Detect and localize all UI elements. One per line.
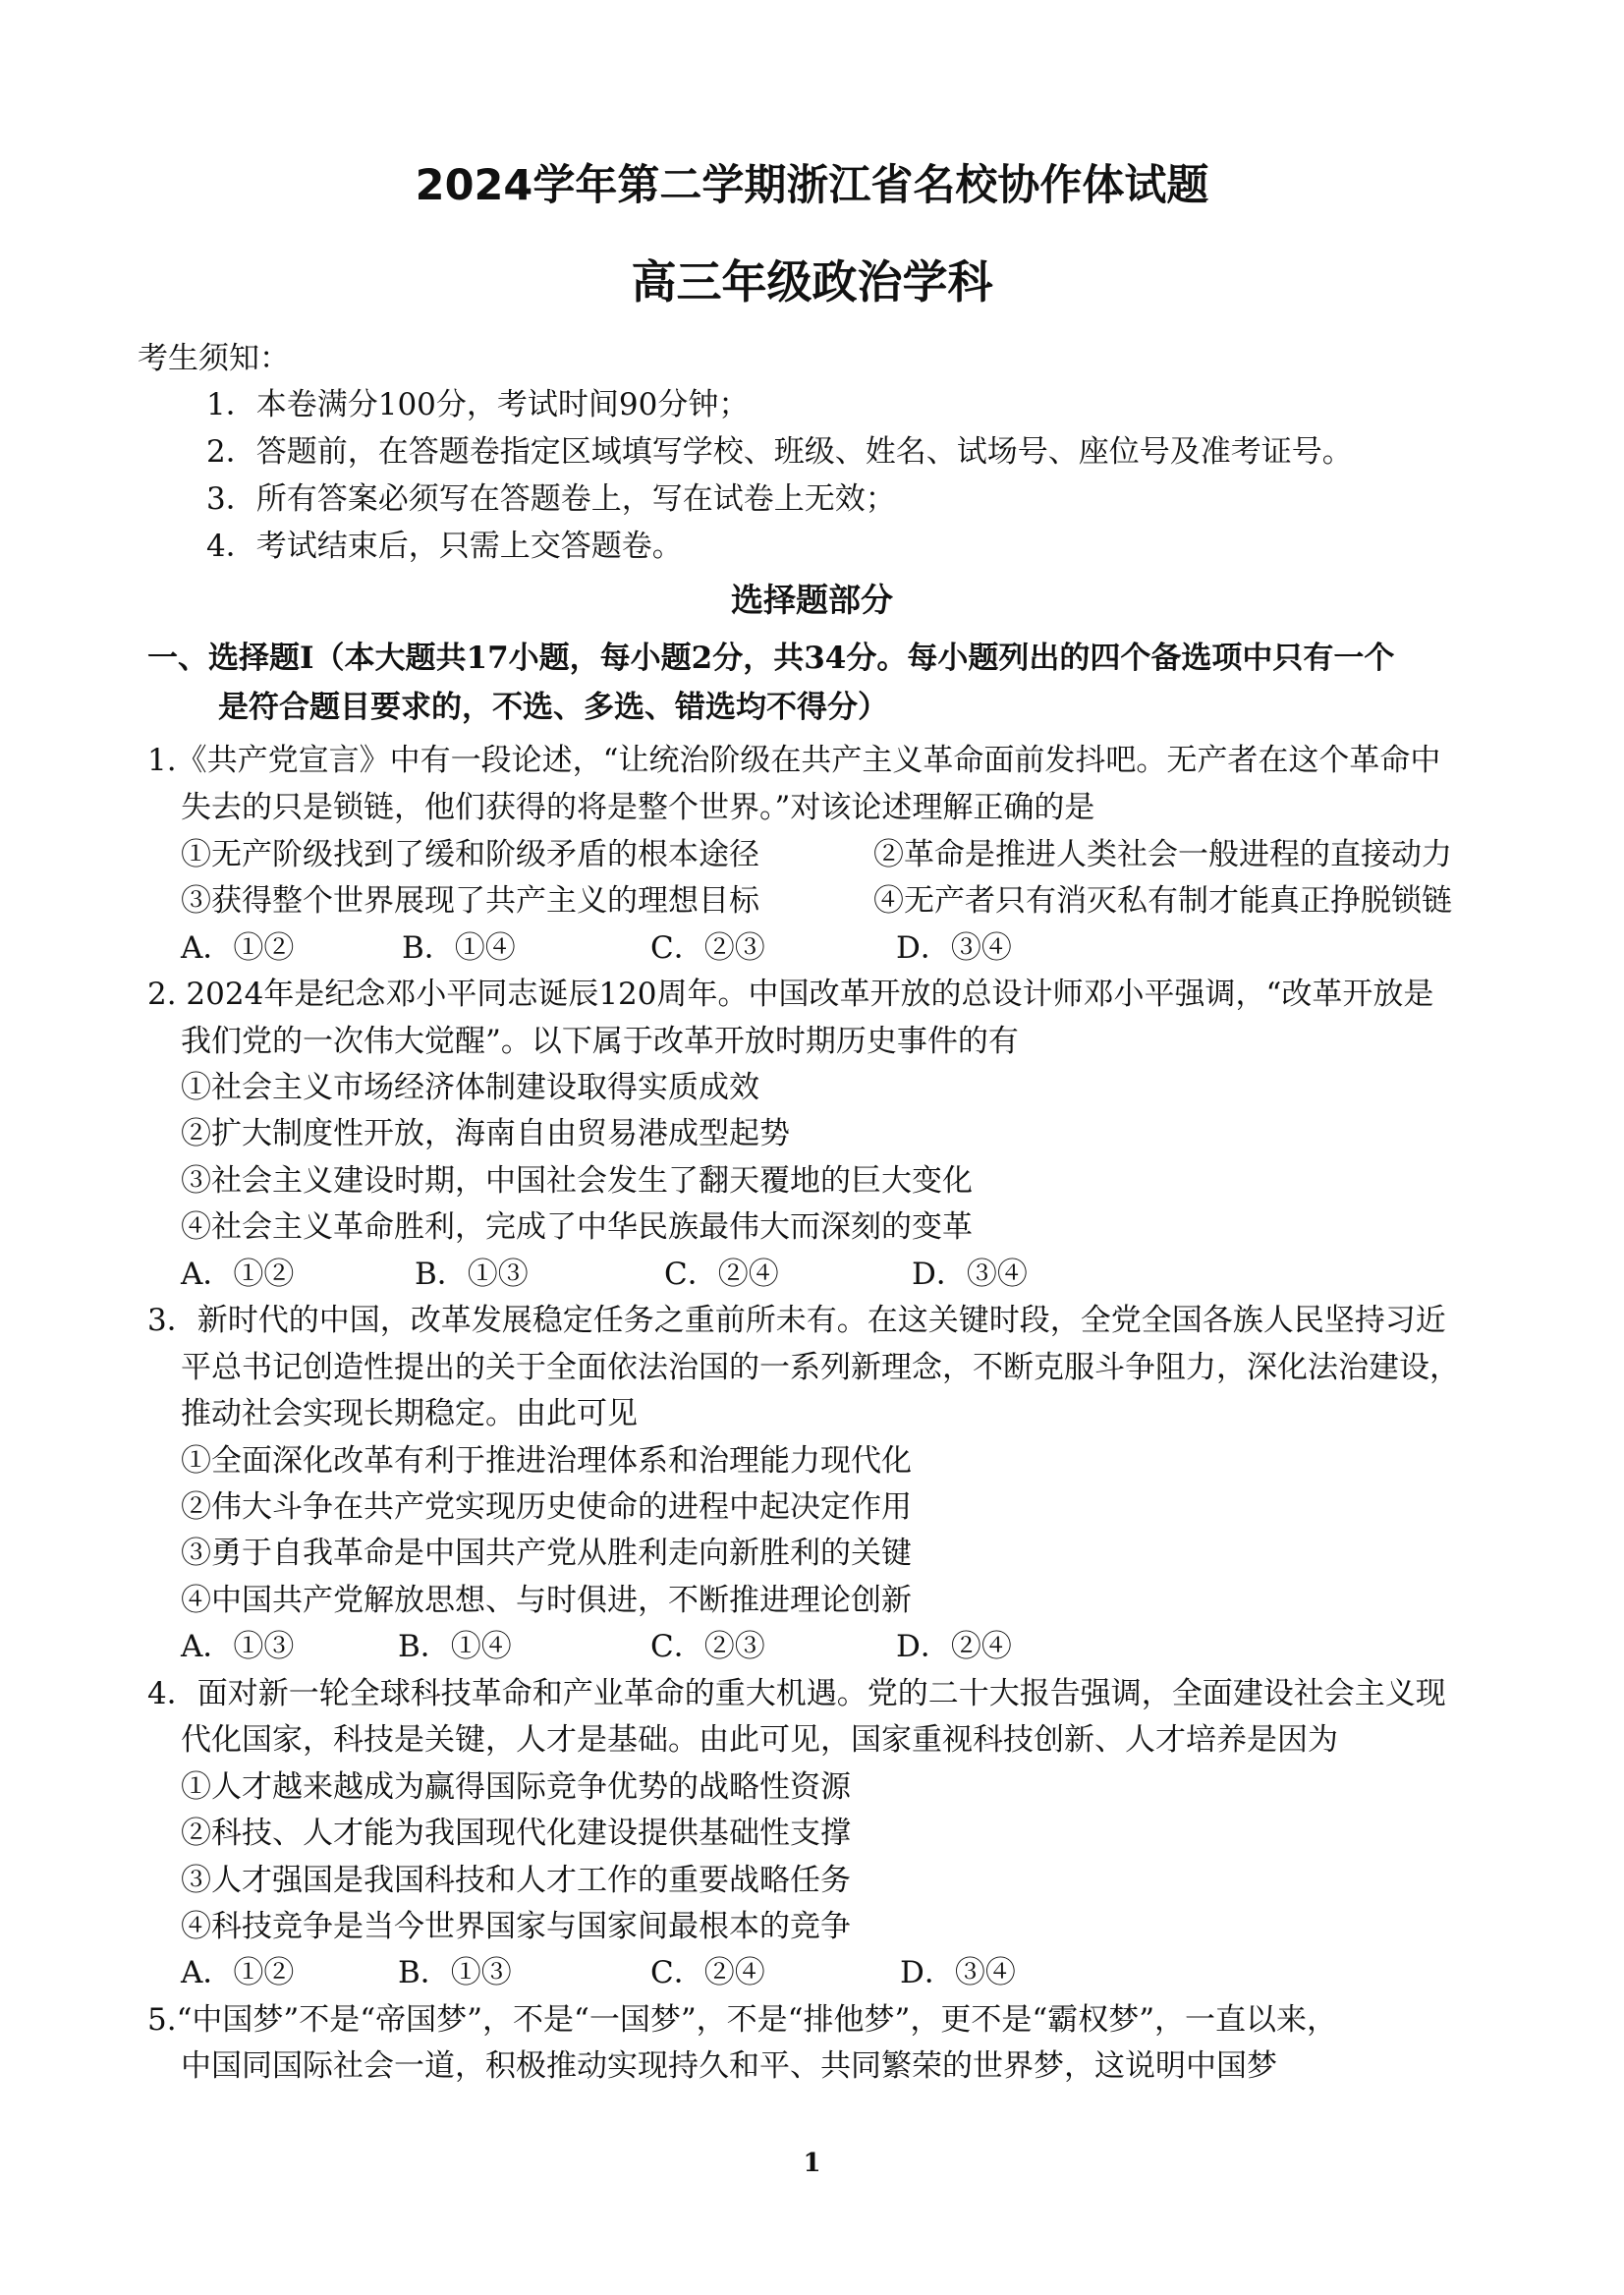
q3-option-2: ②伟大斗争在共产党实现历史使命的进程中起决定作用 [181,1489,912,1525]
q4-answer-d: D．③④ [900,1955,1016,1990]
section-title: 选择题部分 [731,581,893,619]
q1-stem-line1: 1.《共产党宣言》中有一段论述，“让统治阶级在共产主义革命面前发抖吧。无产者在这个革命中 [147,743,1441,778]
q1-answer-d: D．③④ [896,930,1012,966]
q4-answer-c: C．②④ [650,1955,765,1990]
section-instruction-line1: 一、选择题Ⅰ（本大题共17小题，每小题2分，共34分。每小题列出的四个备选项中只有一个 [147,641,1395,676]
q4-option-2: ②科技、人才能为我国现代化建设提供基础性支撑 [181,1816,851,1851]
q4-stem-line2: 代化国家，科技是关键，人才是基础。由此可见，国家重视科技创新、人才培养是因为 [181,1722,1338,1758]
q1-stem-line2: 失去的只是锁链，他们获得的将是整个世界。”对该论述理解正确的是 [181,790,1095,825]
q2-answer-b: B．①③ [415,1257,529,1292]
q3-answer-c: C．②③ [650,1629,765,1664]
q4-answer-b: B．①③ [398,1955,512,1990]
q3-answer-d: D．②④ [896,1629,1012,1664]
q2-option-2: ②扩大制度性开放，海南自由贸易港成型起势 [181,1116,790,1151]
q3-option-4: ④中国共产党解放思想、与时俱进，不断推进理论创新 [181,1583,912,1618]
q3-answer-a: A．①③ [181,1629,295,1664]
q2-answer-c: C．②④ [664,1257,779,1292]
q5-stem-line1: 5.“中国梦”不是“帝国梦”，不是“一国梦”，不是“排他梦”，更不是“霸权梦”，一直以来， [147,2002,1338,2038]
notice-item-2: 2．答题前，在答题卷指定区域填写学校、班级、姓名、试场号、座位号及准考证号。 [206,434,1353,470]
exam-subject: 高三年级政治学科 [631,255,993,308]
q1-option-1: ①无产阶级找到了缓和阶级矛盾的根本途径 [181,837,759,872]
q3-option-3: ③勇于自我革命是中国共产党从胜利走向新胜利的关键 [181,1536,912,1571]
q1-answer-c: C．②③ [650,930,765,966]
notice-heading: 考生须知： [138,341,290,376]
section-instruction-line2: 是符合题目要求的，不选、多选、错选均不得分） [218,690,888,725]
q2-option-4: ④社会主义革命胜利，完成了中华民族最伟大而深刻的变革 [181,1209,973,1245]
q2-option-1: ①社会主义市场经济体制建设取得实质成效 [181,1070,759,1105]
q2-option-3: ③社会主义建设时期，中国社会发生了翻天覆地的巨大变化 [181,1163,973,1199]
q4-option-3: ③人才强国是我国科技和人才工作的重要战略任务 [181,1863,851,1898]
exam-title: 2024学年第二学期浙江省名校协作体试题 [415,161,1209,210]
q1-answer-a: A．①② [181,930,295,966]
q3-option-1: ①全面深化改革有利于推进治理体系和治理能力现代化 [181,1443,912,1479]
q5-stem-line2: 中国同国际社会一道，积极推动实现持久和平、共同繁荣的世界梦，这说明中国梦 [181,2048,1277,2084]
q2-answer-d: D．③④ [912,1257,1028,1292]
q1-option-4: ④无产者只有消灭私有制才能真正挣脱锁链 [873,883,1452,919]
q1-answer-b: B．①④ [402,930,516,966]
q2-stem-line1: 2. 2024年是纪念邓小平同志诞辰120周年。中国改革开放的总设计师邓小平强调，“改革开放是 [147,977,1434,1012]
q3-stem-line1: 3．新时代的中国，改革发展稳定任务之重前所未有。在这关键时段，全党全国各族人民坚持习近 [147,1303,1446,1338]
q3-stem-line2: 平总书记创造性提出的关于全面依法治国的一系列新理念，不断克服斗争阻力，深化法治建设， [181,1350,1460,1385]
notice-item-1: 1．本卷满分100分，考试时间90分钟； [206,387,750,422]
q1-option-3: ③获得整个世界展现了共产主义的理想目标 [181,883,759,919]
q3-stem-line3: 推动社会实现长期稳定。由此可见 [181,1396,638,1431]
q2-answer-a: A．①② [181,1257,295,1292]
page-number: 1 [803,2149,821,2178]
q1-option-2: ②革命是推进人类社会一般进程的直接动力 [873,837,1452,872]
q4-option-1: ①人才越来越成为赢得国际竞争优势的战略性资源 [181,1769,851,1805]
q2-stem-line2: 我们党的一次伟大觉醒”。以下属于改革开放时期历史事件的有 [181,1024,1019,1059]
q4-stem-line1: 4．面对新一轮全球科技革命和产业革命的重大机遇。党的二十大报告强调，全面建设社会主义现 [147,1676,1446,1711]
notice-item-4: 4．考试结束后，只需上交答题卷。 [206,529,683,564]
notice-item-3: 3．所有答案必须写在答题卷上，写在试卷上无效； [206,481,896,517]
q4-option-4: ④科技竞争是当今世界国家与国家间最根本的竞争 [181,1909,851,1944]
q4-answer-a: A．①② [181,1955,295,1990]
q3-answer-b: B．①④ [398,1629,512,1664]
